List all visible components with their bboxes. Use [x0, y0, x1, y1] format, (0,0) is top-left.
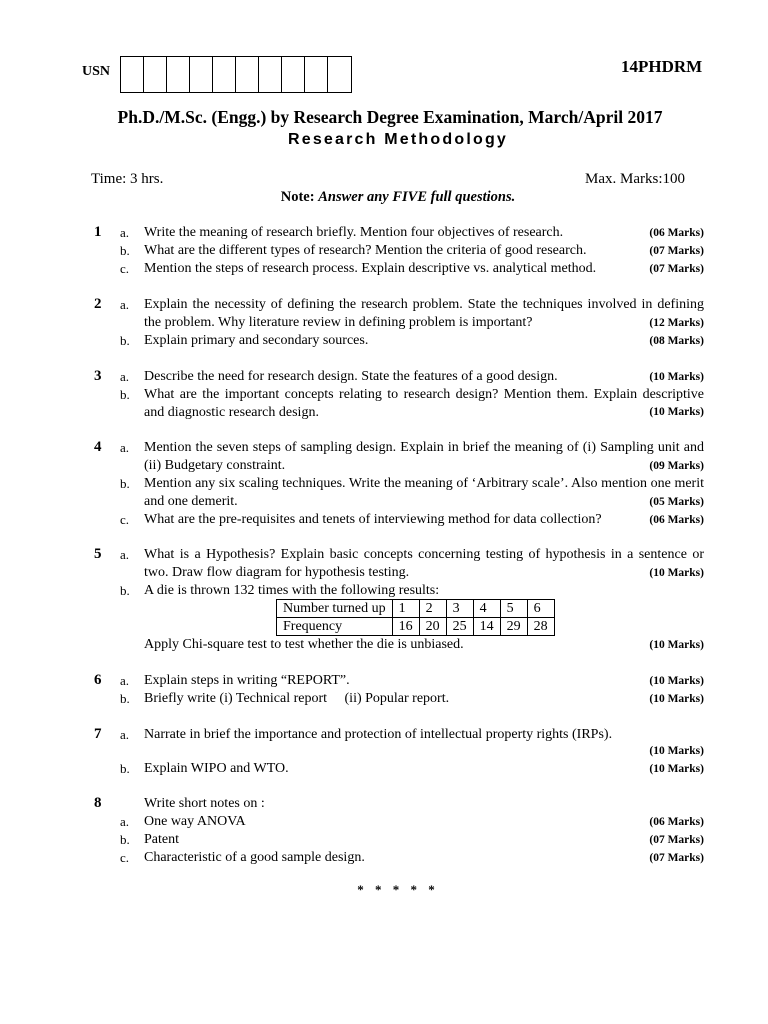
usn-digit-box [328, 57, 351, 92]
question-number: 1 [94, 224, 102, 240]
table-cell: 4 [473, 600, 500, 618]
question-text: Mention the seven steps of sampling design. Explain in brief the meaning of (i) Sampling unit and (ii) Budgetary constraint. [144, 440, 704, 473]
instructions-note [0, 189, 768, 206]
question-text: Patent [144, 832, 179, 847]
usn-digit-box [190, 57, 213, 92]
question-text: Briefly write (i) Technical report (ii) Popular report. [144, 691, 450, 706]
part-letter: a. [120, 440, 130, 455]
question-text: What are the pre-requisites and tenets of interviewing method for data collection? [144, 512, 602, 527]
table-cell: 28 [527, 618, 554, 636]
part-letter: b. [120, 476, 130, 491]
part-letter: b. [120, 387, 130, 402]
table-cell: 5 [500, 600, 527, 618]
marks: (07 Marks) [649, 245, 704, 257]
usn-digit-box [144, 57, 167, 92]
question-text: Mention the steps of research process. Explain descriptive vs. analytical method. [144, 261, 597, 276]
paper-code: 14PHDRM [621, 57, 703, 76]
part-letter: b. [120, 333, 130, 348]
question-intro: Write short notes on : [144, 796, 265, 811]
part-letter: b. [120, 691, 130, 706]
part-letter: c. [120, 512, 130, 527]
part-letter: b. [120, 243, 130, 258]
marks: (10 Marks) [649, 406, 704, 418]
question-number: 3 [94, 368, 102, 384]
question-text: Apply Chi-square test to test whether the die is unbiased. [144, 637, 464, 652]
question-text: Explain primary and secondary sources. [144, 333, 369, 348]
question-text: What are the different types of research? Mention the criteria of good research. [144, 243, 587, 258]
marks: (12 Marks) [649, 317, 704, 329]
part-letter: a. [120, 673, 130, 688]
question-number: 8 [94, 795, 102, 811]
question-text: Write the meaning of research briefly. Mention four objectives of research. [144, 225, 564, 240]
marks: (05 Marks) [649, 496, 704, 508]
table-cell: 29 [500, 618, 527, 636]
marks: (10 Marks) [649, 763, 704, 775]
usn-digit-box [282, 57, 305, 92]
marks: (07 Marks) [649, 834, 704, 846]
table-cell: 25 [446, 618, 473, 636]
table-header-cell: Number turned up [277, 600, 393, 618]
usn-digit-box [213, 57, 236, 92]
marks: (10 Marks) [649, 745, 704, 757]
question-number: 2 [94, 296, 102, 312]
usn-digit-box [121, 57, 144, 92]
time-allowed: Time: 3 hrs. [91, 171, 164, 187]
marks: (07 Marks) [649, 263, 704, 275]
question-text: What are the important concepts relating to research design? Mention them. Explain descriptive and diagnostic research design. [144, 387, 704, 420]
question-number: 6 [94, 672, 102, 688]
question-text: Explain steps in writing “REPORT”. [144, 673, 350, 688]
table-cell: 16 [392, 618, 419, 636]
question-text: Describe the need for research design. State the features of a good design. [144, 369, 558, 384]
question-text: Narrate in brief the importance and protection of intellectual property rights (IRPs). [144, 727, 613, 742]
marks: (10 Marks) [649, 371, 704, 383]
part-letter: a. [120, 727, 130, 742]
part-letter: c. [120, 850, 130, 865]
marks: (06 Marks) [649, 227, 704, 239]
usn-digit-box [305, 57, 328, 92]
table-row [277, 600, 555, 618]
question-text: A die is thrown 132 times with the following results: [144, 583, 440, 598]
question-number: 5 [94, 546, 102, 562]
table-cell: 1 [392, 600, 419, 618]
marks: (10 Marks) [649, 639, 704, 651]
marks: (10 Marks) [649, 567, 704, 579]
part-letter: a. [120, 297, 130, 312]
note-text: Answer any FIVE full questions. [318, 189, 516, 205]
marks: (06 Marks) [649, 816, 704, 828]
marks: (06 Marks) [649, 514, 704, 526]
table-cell: 2 [419, 600, 446, 618]
usn-digit-box [259, 57, 282, 92]
question-text: Characteristic of a good sample design. [144, 850, 365, 865]
part-letter: b. [120, 583, 130, 598]
exam-title: Ph.D./M.Sc. (Engg.) by Research Degree Examination, March/April 2017 [117, 107, 663, 127]
usn-digit-box [236, 57, 259, 92]
usn-digit-box [167, 57, 190, 92]
table-cell: 6 [527, 600, 554, 618]
subject-title: Research Methodology [287, 131, 509, 148]
die-frequency-table [276, 599, 555, 636]
note-label: Note: [280, 189, 315, 205]
part-letter: a. [120, 547, 130, 562]
table-row [277, 618, 555, 636]
table-header-cell: Frequency [277, 618, 393, 636]
part-letter: a. [120, 814, 130, 829]
table-cell: 20 [419, 618, 446, 636]
question-text: Mention any six scaling techniques. Write the meaning of ‘Arbitrary scale’. Also mention one merit and one demerit. [144, 476, 704, 509]
question-number: 7 [94, 726, 102, 742]
part-letter: a. [120, 225, 130, 240]
question-text: One way ANOVA [144, 814, 246, 829]
marks: (09 Marks) [649, 460, 704, 472]
part-letter: c. [120, 261, 130, 276]
max-marks: Max. Marks:100 [585, 171, 685, 187]
end-of-paper-marker: * * * * * [357, 882, 439, 897]
marks: (07 Marks) [649, 852, 704, 864]
question-number: 4 [94, 439, 102, 455]
question-text: What is a Hypothesis? Explain basic concepts concerning testing of hypothesis in a sentence or two. Draw flow diagram for hypothesis testing. [144, 547, 704, 580]
usn-box-grid [120, 56, 352, 93]
usn-label: USN [82, 64, 111, 79]
part-letter: b. [120, 761, 130, 776]
part-letter: b. [120, 832, 130, 847]
question-text: Explain the necessity of defining the research problem. State the techniques involved in defining the problem. Why literature review in defining problem is important? [144, 297, 704, 330]
marks: (08 Marks) [649, 335, 704, 347]
table-cell: 14 [473, 618, 500, 636]
marks: (10 Marks) [649, 675, 704, 687]
part-letter: a. [120, 369, 130, 384]
marks: (10 Marks) [649, 693, 704, 705]
table-cell: 3 [446, 600, 473, 618]
question-text: Explain WIPO and WTO. [144, 761, 289, 776]
